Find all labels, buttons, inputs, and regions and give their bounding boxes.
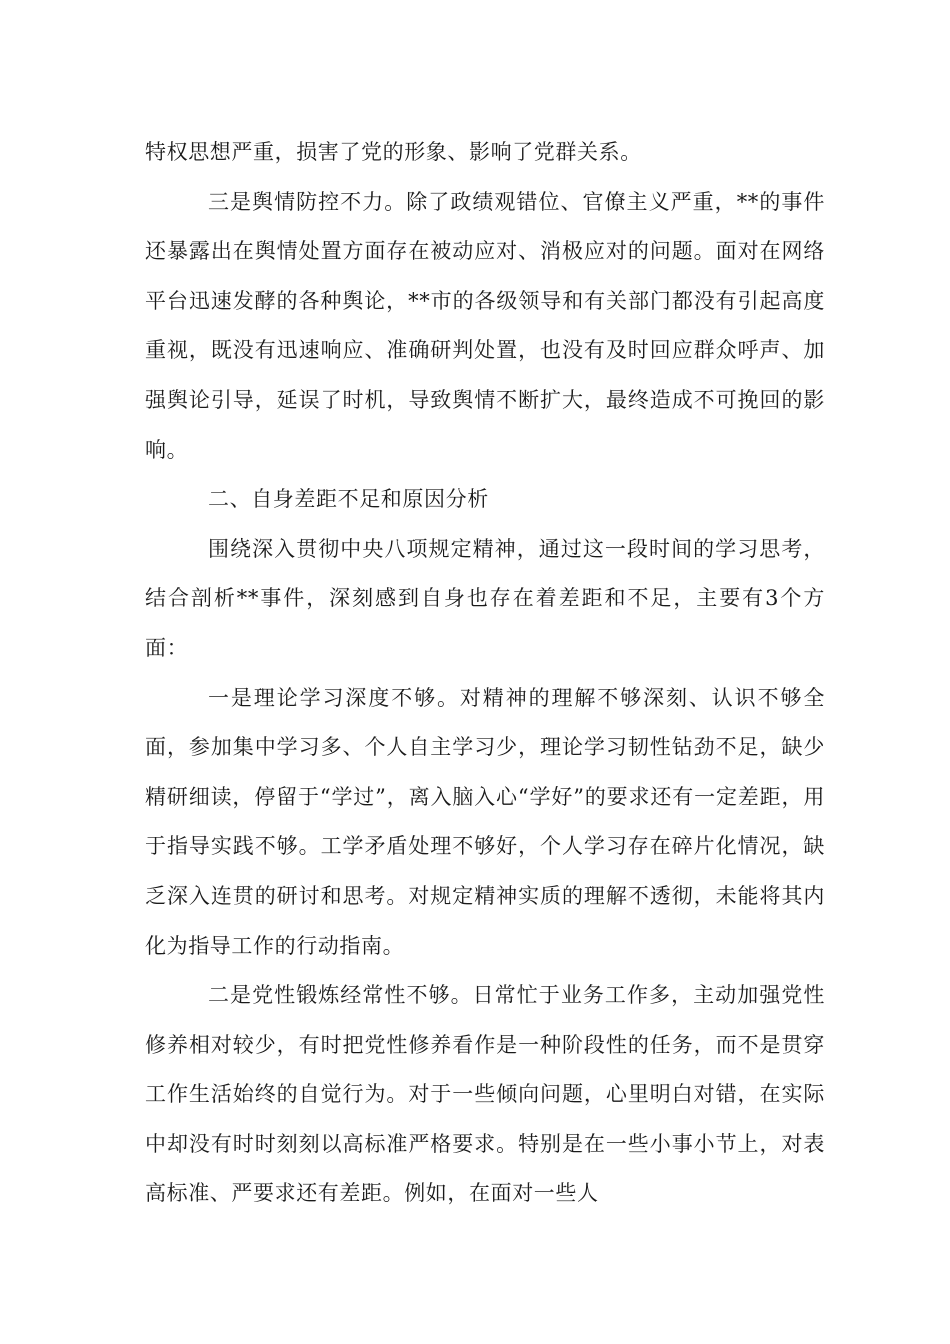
line: 三是舆情防控不力。除了政绩观错位、官僚主义严重，**的 <box>208 189 782 214</box>
line: 一是理论学习深度不够。对精神的理解不够深刻、认识不够 <box>208 685 804 710</box>
line: 二、自身差距不足和原因分析 <box>208 487 489 512</box>
line: 特权思想严重，损害了党的形象、影响了党群关系。 <box>145 140 642 164</box>
line: 考，结合剖析**事件，深刻感到自身也存在着差距和不足，主要有 <box>145 536 825 611</box>
line: 最终造成不可挽回的影响。 <box>145 387 825 462</box>
line: 小事小节上，对表高标准、严要求还有差距。例如，在面对一些人 <box>145 1131 825 1206</box>
paragraph-1 <box>145 128 825 178</box>
paragraph-public-opinion <box>145 178 825 476</box>
line: 对在网络平台迅速发酵的各种舆论，**市的各级领导和有关部门都 <box>145 239 826 313</box>
section-heading <box>145 475 825 525</box>
line: 缺少精研细读，停留于“学过”，离入脑入心“学好”的要求还有 <box>145 735 825 809</box>
paragraph-intro <box>145 525 825 674</box>
line: 一定差距，用于指导实践不够。工学矛盾处理不够好，个人学习存 <box>145 784 825 859</box>
document-body <box>145 128 825 1219</box>
line: 3个方面： <box>145 586 825 660</box>
paragraph-party-spirit <box>145 971 825 1219</box>
paragraph-theory-study <box>145 674 825 972</box>
line: 没有引起高度重视，既没有迅速响应、准确研判处置，也没有及时 <box>145 288 825 363</box>
line: 围绕深入贯彻中央八项规定精神，通过这一段时间的学习思 <box>208 536 782 561</box>
line: 二是党性锻炼经常性不够。日常忙于业务工作多，主动加强 <box>208 983 782 1008</box>
line: 党性修养相对较少，有时把党性修养看作是一种阶段性的任务，而 <box>145 983 825 1057</box>
line: 解不透彻，未能将其内化为指导工作的行动指南。 <box>145 883 825 958</box>
line: 不是贯穿工作生活始终的自觉行为。对于一些倾向问题，心里明白 <box>145 1032 826 1107</box>
line: 事件还暴露出在舆情处置方面存在被动应对、消极应对的问题。面 <box>145 189 826 264</box>
line: 回应群众呼声、加强舆论引导，延误了时机，导致舆情不断扩大， <box>145 338 825 412</box>
line: 对错，在实际中却没有时时刻刻以高标准严格要求。特别是在一些 <box>145 1082 825 1156</box>
line: 在碎片化情况，缺乏深入连贯的研讨和思考。对规定精神实质的理 <box>145 834 825 908</box>
line: 全面，参加集中学习多、个人自主学习少，理论学习韧性钻劲不足， <box>145 685 825 760</box>
